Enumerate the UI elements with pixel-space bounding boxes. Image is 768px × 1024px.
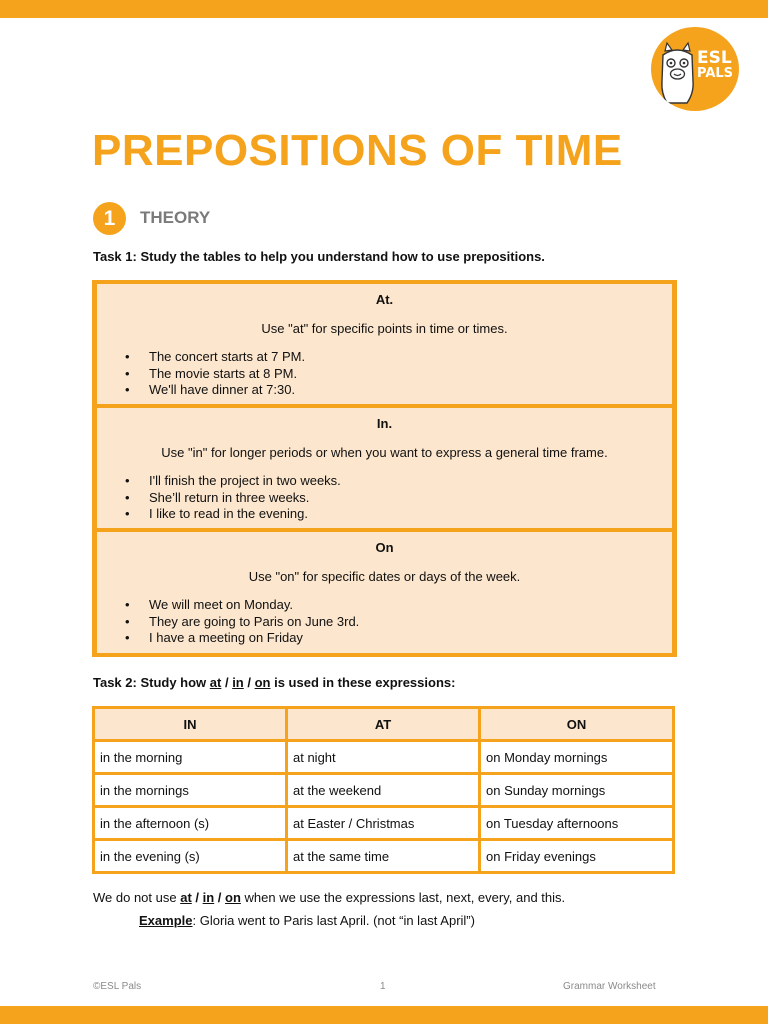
theory-cell-description: Use "in" for longer periods or when you want to express a general time frame. (161, 445, 608, 460)
bottom-accent-bar (0, 1006, 768, 1024)
footer-doc-type: Grammar Worksheet (563, 981, 656, 992)
theory-cell-in (97, 408, 672, 528)
task2-word-in: in (232, 675, 244, 690)
table-cell: at the same time (288, 841, 478, 871)
footer-copyright: ©ESL Pals (93, 981, 142, 992)
note-word-in: in (202, 890, 215, 905)
list-item: • She’ll return in three weeks. (125, 490, 672, 507)
expressions-table (92, 706, 675, 874)
list-item: • I like to read in the evening. (125, 506, 672, 523)
example-label: Example (139, 913, 193, 928)
list-item: • The movie starts at 8 PM. (125, 366, 672, 383)
example-text: : Gloria went to Paris last April. (not “in last April”) (192, 913, 475, 928)
task2-suffix: is used in these expressions: (270, 675, 456, 690)
theory-cell-description: Use "on" for specific dates or days of the week. (248, 569, 521, 584)
example-sentence (139, 913, 475, 928)
task2-separator: / (221, 675, 233, 690)
column-header-at: AT (288, 709, 478, 739)
note-word-on: on (225, 890, 241, 905)
task2-instruction (93, 675, 455, 690)
task2-prefix: Task 2: Study how (93, 675, 210, 690)
task2-separator: / (243, 675, 255, 690)
footer-page-number: 1 (380, 981, 386, 992)
theory-cell-description: Use "at" for specific points in time or times. (261, 321, 508, 336)
llama-icon (657, 41, 699, 105)
table-cell: in the morning (95, 742, 285, 772)
section-label: THEORY (140, 208, 211, 227)
list-item: • I'll finish the project in two weeks. (125, 473, 672, 490)
task2-word-on: on (254, 675, 271, 690)
top-accent-bar (0, 0, 768, 18)
table-cell: in the evening (s) (95, 841, 285, 871)
note-separator: / (191, 890, 203, 905)
task1-instruction: Task 1: Study the tables to help you understand how to use prepositions. (93, 249, 545, 264)
note-separator: / (214, 890, 226, 905)
theory-cell-heading: On (375, 540, 394, 555)
table-cell: on Friday evenings (481, 841, 672, 871)
table-cell: at the weekend (288, 775, 478, 805)
table-cell: at night (288, 742, 478, 772)
list-item: • They are going to Paris on June 3rd. (125, 614, 672, 631)
logo-line2: PALS (697, 66, 734, 81)
logo-text (697, 48, 734, 81)
example-list (97, 349, 672, 399)
theory-cell-on (97, 532, 672, 653)
note-prefix: We do not use (93, 890, 181, 905)
theory-cell-at (97, 284, 672, 404)
table-cell: in the afternoon (s) (95, 808, 285, 838)
example-list (97, 597, 672, 647)
list-item: • We'll have dinner at 7:30. (125, 382, 672, 399)
task2-word-at: at (209, 675, 222, 690)
table-cell: on Monday mornings (481, 742, 672, 772)
table-cell: on Tuesday afternoons (481, 808, 672, 838)
theory-cell-heading: In. (376, 416, 393, 431)
page-title: PREPOSITIONS OF TIME (92, 126, 623, 175)
note-word-at: at (180, 890, 192, 905)
column-header-on: ON (481, 709, 672, 739)
note-suffix: when we use the expressions last, next, every, and this. (240, 890, 566, 905)
logo-line1: ESL (697, 48, 732, 68)
example-list (97, 473, 672, 523)
section-number-badge: 1 (93, 202, 126, 235)
table-cell: at Easter / Christmas (288, 808, 478, 838)
table-cell: in the mornings (95, 775, 285, 805)
theory-cell-heading: At. (375, 292, 394, 307)
table-cell: on Sunday mornings (481, 775, 672, 805)
list-item: • We will meet on Monday. (125, 597, 672, 614)
esl-pals-logo (651, 27, 739, 111)
list-item: • I have a meeting on Friday (125, 630, 672, 647)
list-item: • The concert starts at 7 PM. (125, 349, 672, 366)
theory-table (92, 280, 677, 657)
column-header-in: IN (95, 709, 285, 739)
usage-note (93, 890, 565, 905)
